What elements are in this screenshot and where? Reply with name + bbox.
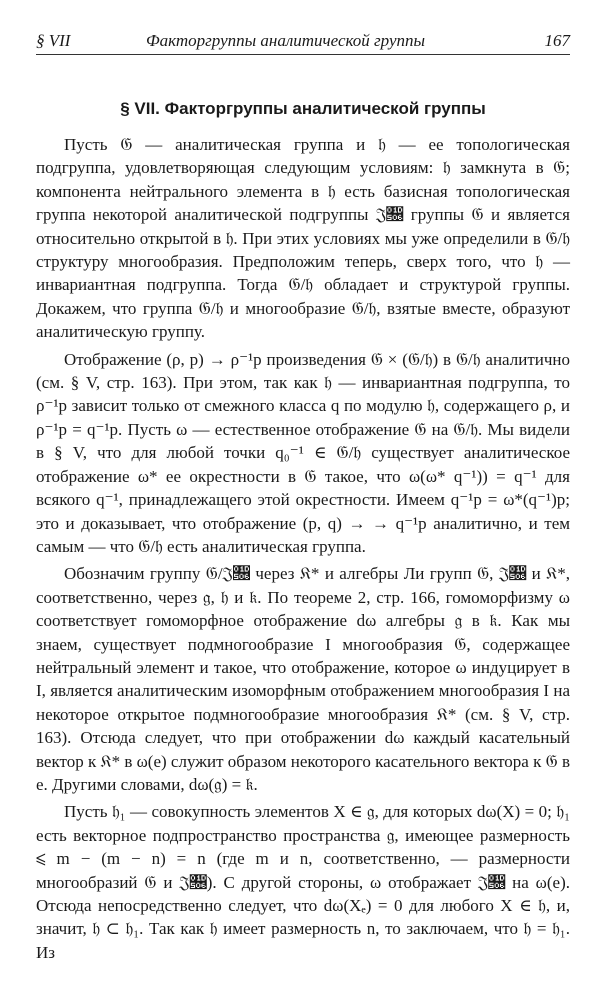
paragraph-2: Отображение (ρ, p) → ρ⁻¹p произведения 𝔊 × (𝔊/𝔥) в 𝔊/𝔥 аналитично (см. § V, стр. 163). При этом, так как 𝔥 — инвариантная подгруппа, то ρ⁻¹p зависит только от смежного класса q по модулю 𝔥, содержащего ρ, и ρ⁻¹p = q⁻¹p. Пусть ω — естественное отображение 𝔊 на 𝔊/𝔥. Мы видели в § V, что для любой точки q₀⁻¹ ∈ 𝔊/𝔥 существует аналитическое отображение ω* ее окрестности в 𝔊 такое, что ω(ω* q⁻¹)) = q⁻¹ для всякого q⁻¹, принадлежащего этой окрестности. Имеем q⁻¹p = ω*(q⁻¹)p; это и доказывает, что отображение (p, q) → → q⁻¹p аналитично, и тем самым — что 𝔊/𝔥 есть аналитическая группа. — [36, 349, 570, 556]
paragraph-1: Пусть 𝔊 — аналитическая группа и 𝔥 — ее топологическая подгруппа, удовлетворяющая следующим условиям: 𝔥 замкнута в 𝔊; компонента нейтрального элемента в 𝔥 есть базисная топологическая группа некоторой аналитической подгруппы 𝔍𝔆 группы 𝔊 и является относительно открытой в 𝔥. При этих условиях мы уже определили в 𝔊/𝔥 структуру многообразия. Предположим теперь, сверх того, что 𝔥 — инвариантная подгруппа. Тогда 𝔊/𝔥 обладает и структурой группы. Докажем, что группа 𝔊/𝔥 и многообразие 𝔊/𝔥, взятые вместе, образуют аналитическую группу. — [36, 135, 570, 342]
paragraph-3: Обозначим группу 𝔊/𝔍𝔆 через 𝔎* и алгебры Ли групп 𝔊, 𝔍𝔆 и 𝔎*, соответственно, через 𝔤, 𝔥 и 𝔨. По теореме 2, стр. 166, гомоморфизму ω соответствует гомоморфное отображение dω алгебры 𝔤 в 𝔨. Как мы знаем, существует подмногообразие I многообразия 𝔊, содержащее нейтральный элемент и такое, что отображение, которое ω индуцирует в I, является аналитическим изоморфным отображением многообразия I на некоторое открытое подмногообразие многообразия 𝔎* (см. § V, стр. 163). Отсюда следует, что при отображении dω каждый касательный вектор к 𝔎* в ω(e) служит образом некоторого касательного вектора к 𝔊 в e. Другими словами, dω(𝔤) = 𝔨. — [36, 564, 570, 794]
paragraph-4: Пусть 𝔥₁ — совокупность элементов X ∈ 𝔤, для которых dω(X) = 0; 𝔥₁ есть векторное подпространство пространства 𝔤, имеющее размерность ⩽ m − (m − n) = n (где m и n, соответственно, — размерности многообразий 𝔊 и 𝔍𝔆). С другой стороны, ω отображает 𝔍𝔆 на ω(e). Отсюда непосредственно следует, что dω(Xₑ) = 0 для любого X ∈ 𝔥, и, значит, 𝔥 ⊂ 𝔥₁. Так как 𝔥 имеет размерность n, то заключаем, что 𝔥 = 𝔥₁. Из — [36, 802, 570, 962]
header-section: § VII — [36, 31, 71, 50]
page-number: 167 — [544, 31, 570, 50]
section-title: § VII. Факторгруппы аналитической группы — [120, 99, 486, 118]
header-title: Факторгруппы аналитической группы — [146, 31, 426, 50]
running-header — [36, 28, 570, 55]
